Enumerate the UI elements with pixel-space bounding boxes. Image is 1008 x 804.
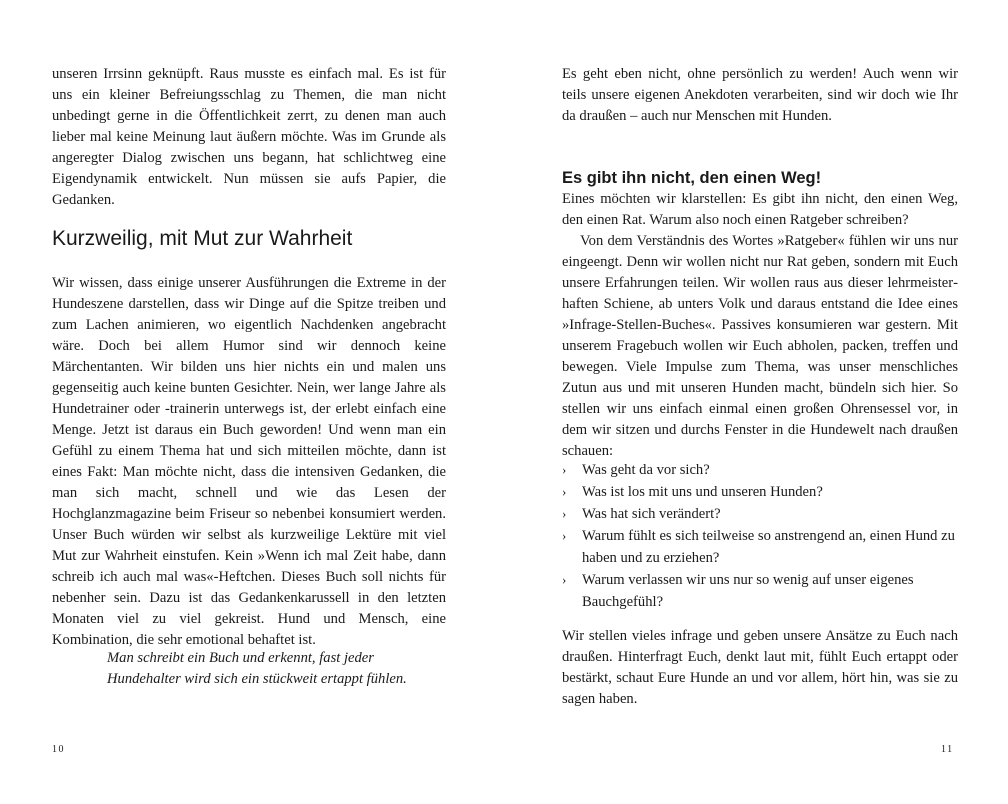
section-heading: Kurzweilig, mit Mut zur Wahrheit — [52, 227, 353, 250]
list-item: › Was ist los mit uns und unseren Hunden? — [562, 481, 958, 503]
pull-quote: Man schreibt ein Buch und erkennt, fast jeder Hundehalter wird sich ein stückweit ertappt fühlen. — [107, 650, 407, 687]
left-page — [52, 0, 446, 804]
list-item: › Was hat sich verändert? — [562, 503, 958, 525]
closing-paragraph: Wir stellen vieles infrage und geben unsere Ansätze zu Euch nach draußen. Hinterfragt Euch, denkt laut mit, fühlt Euch ertappt oder bestärkt, schaut Eure Hunde an und vor allem, hört hin, was sie zu sagen haben. — [562, 628, 958, 707]
list-item: › Was geht da vor sich? — [562, 459, 958, 481]
bullet-marker-icon: › — [562, 462, 567, 477]
bullet-marker-icon: › — [562, 572, 567, 587]
list-item: › Warum fühlt es sich teilweise so anstrengend an, einen Hund zu haben und zu erziehen? — [562, 525, 958, 569]
list-item: › Warum verlassen wir uns nur so wenig auf unser eigenes Bauchgefühl? — [562, 569, 958, 613]
right-page — [562, 0, 958, 804]
bullet-marker-icon: › — [562, 528, 567, 543]
bullet-marker-icon: › — [562, 484, 567, 499]
body-paragraph-1: Eines möchten wir klarstellen: Es gibt ihn nicht, den einen Weg, den einen Rat. Warum also noch einen Ratgeber schreiben? — [562, 191, 958, 228]
bullet-marker-icon: › — [562, 506, 567, 521]
intro-paragraph: unseren Irrsinn geknüpft. Raus musste es einfach mal. Es ist für uns ein kleiner Befreiungsschlag zu Themen, die man nicht unbedingt gerne in die Öffentlichkeit zerrt, zu denen man auch lieber mal keine Meinung laut äußern möchte. Was im Grunde als angeregter Dialog zwischen uns begann, hat schlichtweg eine Eigendynamik entwickelt. Nun müssen sie aufs Papier, die Gedanken. — [52, 66, 446, 208]
page-number-right: 11 — [941, 744, 954, 755]
body-paragraph: Wir wissen, dass einige unserer Ausführungen die Extreme in der Hundeszene darstellen, dass wir Dinge auf die Spitze treiben und zum Lachen animieren, wo eigentlich Nachdenken angebracht wäre. Doch bei allem Humor sind wir dennoch keine Märchentanten. Wir bilden uns hier nichts ein und malen uns gegenseitig auch keine bunten Gesichter. Nein, wer lange Jahre als Hundetrainer oder -trainerin unterwegs ist, der erlebt einfach eine Menge. Jetzt ist daraus ein Buch geworden! Und wenn man ein Gefühl zu einem Thema hat und sich mitteilen möchte, dann ist eines Fakt: Man möchte nicht, dass die intensiven Gedanken, die man sich macht, schnell und wie das Lesen der Hochglanzmagazine beim Friseur so nebenbei konsumiert werden. Unser Buch würden wir selbst als kurzweilige Lektüre mit viel Mut zur Wahrheit einstufen. Kein »Wenn ich mal Zeit habe, dann schreib ich auch mal was«-Heftchen. Dieses Buch soll nichts für nebenher sein. Dazu ist das Gedankenkarussell in den letzten Monaten viel zu viel gekreist. Hund und Mensch, eine Kombination, die sehr emotional behaftet ist. — [52, 275, 446, 648]
intro-paragraph: Es geht eben nicht, ohne persönlich zu werden! Auch wenn wir teils unsere eigenen Anekdoten verarbeiten, sind wir doch wie Ihr da draußen – auch nur Menschen mit Hunden. — [562, 66, 958, 124]
question-list — [562, 459, 958, 613]
body-paragraph-2: Von dem Verständnis des Wortes »Ratgeber« fühlen wir uns nur eingeengt. Denn wir wollen nicht nur Rat geben, sondern mit Euch unsere Erfahrungen teilen. Wir wollen raus aus dieser lehrmeisterhaften Schiene, ab unters Volk und daraus entstand die Idee eines »Infrage-Stellen-Buches«. Passives konsumieren war gestern. Mit unserem Fragebuch wollen wir Euch abholen, packen, treffen und bewegen. Viele Impulse zum Thema, was unser menschliches Zutun aus und mit unseren Hunden macht, bündeln sich hier. So stellen wir uns einfach einmal einen großen Ohrensessel vor, in dem wir sitzen und durchs Fenster in die Hundewelt nach draußen schauen: — [562, 233, 958, 459]
page-number-left: 10 — [52, 744, 65, 755]
section-heading: Es gibt ihn nicht, den einen Weg! — [562, 169, 822, 187]
